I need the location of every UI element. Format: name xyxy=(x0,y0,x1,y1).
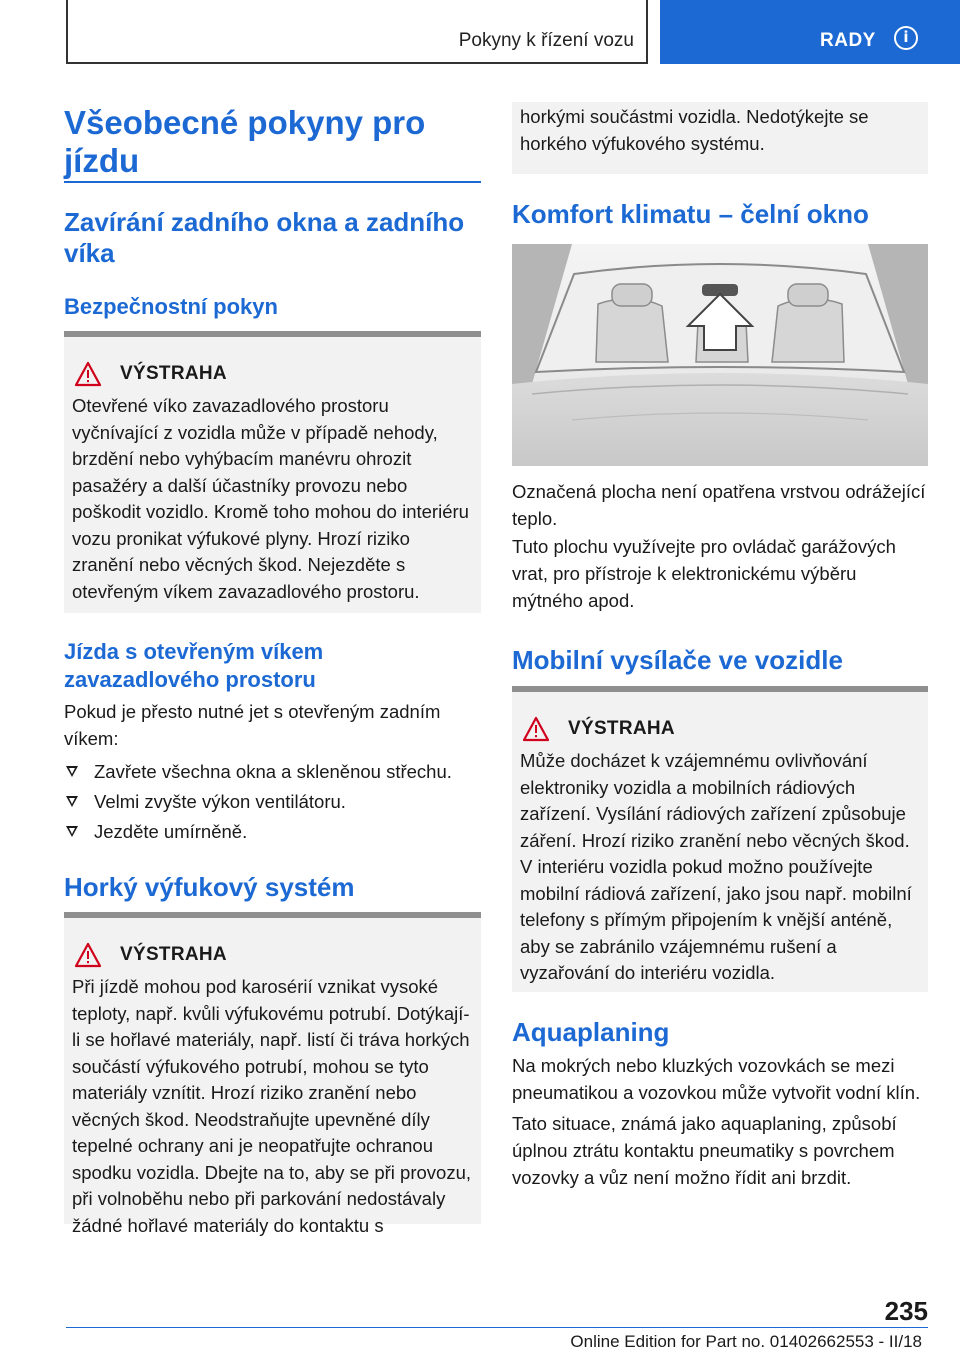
warning-box-rear-lid xyxy=(64,331,481,613)
header-tab-rady[interactable] xyxy=(660,0,960,64)
footer-rule xyxy=(66,1327,928,1328)
exhaust-heading: Horký výfukový systém xyxy=(64,872,355,902)
list-item xyxy=(64,787,481,817)
warning-triangle-icon xyxy=(522,716,550,742)
warning-text: Otevřené víko zavazadlového prostoru vyčnívající z vozidla může v případě nehody, brzdění nebo vyhýbacím manévru ohrozit pasažéry a další účastníky provozu nebo poškodit vozidlo. Kromě toho mohou do interiéru vozu pronikat výfukové plyny. Hrozí riziko zranění nebo věcných škod. Nejezděte s otevřeným víkem zavazadlového prostoru. xyxy=(72,395,469,602)
list-item-text: Zavřete všechna okna a skleněnou střechu. xyxy=(94,761,452,782)
driving-open-lid-heading: Jízda s otevřeným víkem zavazadlového prostoru xyxy=(64,639,324,692)
bullet-triangle-icon xyxy=(66,796,78,807)
section-heading-rear-lid: Zavírání zadního okna a zadního víka xyxy=(64,207,465,268)
warning-label: VÝSTRAHA xyxy=(120,944,227,965)
page-number: 235 xyxy=(884,1296,928,1326)
warning-text: Při jízdě mohou pod karosérií vznikat vysoké teploty, např. kvůli výfukovému potrubí. Dotýkají-li se hořlavé materiály, např. listí či tráva horkých součástí výfukového potrubí, mohou se tyto materiály vznítit. Hrozí riziko zranění nebo věcných škod. Neodstraňujte upevněné díly tepelné ochrany ani je neopatřujte ochranou spodku vozidla. Dbejte na to, aby se při provozu, při volnoběhu nebo při parkování nedostávaly žádné hořlavé materiály do kontaktu s xyxy=(72,976,472,1236)
driving-intro: Pokud je přesto nutné jet s otevřeným zadním víkem: xyxy=(64,701,441,749)
continued-warning-box xyxy=(512,102,928,174)
header-section-title: Pokyny k řízení vozu xyxy=(458,30,634,51)
page-title: Všeobecné pokyny pro jízdu xyxy=(64,104,426,179)
bullet-triangle-icon xyxy=(66,826,78,837)
warning-label: VÝSTRAHA xyxy=(120,363,227,384)
climate-heading: Komfort klimatu – čelní okno xyxy=(512,199,869,229)
info-icon: i xyxy=(894,26,918,50)
list-item-text: Velmi zvyšte výkon ventilátoru. xyxy=(94,791,346,812)
bullet-triangle-icon xyxy=(66,766,78,777)
list-item-text: Jezděte umírněně. xyxy=(94,821,248,842)
header-section-box xyxy=(66,0,648,64)
figure-caption-1: Označená plocha není opatřena vrstvou odrážející teplo. xyxy=(512,481,926,529)
windshield-figure xyxy=(512,244,928,466)
aquaplaning-heading: Aquaplaning xyxy=(512,1017,670,1047)
aquaplaning-paragraph-1: Na mokrých nebo kluzkých vozovkách se mezi pneumatikou a vozovkou může vytvořit vodní klín. xyxy=(512,1055,921,1103)
title-rule xyxy=(64,181,481,183)
windshield-illustration xyxy=(512,244,928,466)
footer-edition: Online Edition for Part no. 01402662553 - II/18 xyxy=(570,1332,922,1351)
warning-text: Může docházet k vzájemnému ovlivňování elektroniky vozidla a mobilních rádiových zařízení. Vysílání rádiových zařízení způsobuje záření. Hrozí riziko zranění nebo věcných škod. V interiéru vozidla pokud možno používejte mobilní rádiová zařízení, jako jsou např. mobilní telefony s přímým připojením k vnější anténě, aby se zabránilo vzájemnému rušení a vyzařování do interiéru vozidla. xyxy=(520,750,912,983)
warning-label: VÝSTRAHA xyxy=(568,718,675,739)
figure-caption-2: Tuto plochu využívejte pro ovládač garážových vrat, pro přístroje k elektronickému výběru mýtného apod. xyxy=(512,536,896,611)
safety-heading: Bezpečnostní pokyn xyxy=(64,294,278,319)
warning-triangle-icon xyxy=(74,361,102,387)
continued-warning-text: horkými součástmi vozidla. Nedotýkejte se horkého výfukového systému. xyxy=(520,106,869,154)
warning-box-exhaust xyxy=(64,912,481,1236)
list-item xyxy=(64,817,481,847)
list-item xyxy=(64,757,481,787)
aquaplaning-paragraph-2: Tato situace, známá jako aquaplaning, způsobí úplnou ztrátu kontaktu pneumatiky s povrchem vozovky a vůz není možno řídit ani brzdit. xyxy=(512,1113,897,1188)
header-tab-label: RADY xyxy=(820,30,876,51)
warning-triangle-icon xyxy=(74,942,102,968)
instruction-list xyxy=(64,757,481,847)
warning-box-mobile xyxy=(512,686,928,992)
mobile-heading: Mobilní vysílače ve vozidle xyxy=(512,645,843,675)
